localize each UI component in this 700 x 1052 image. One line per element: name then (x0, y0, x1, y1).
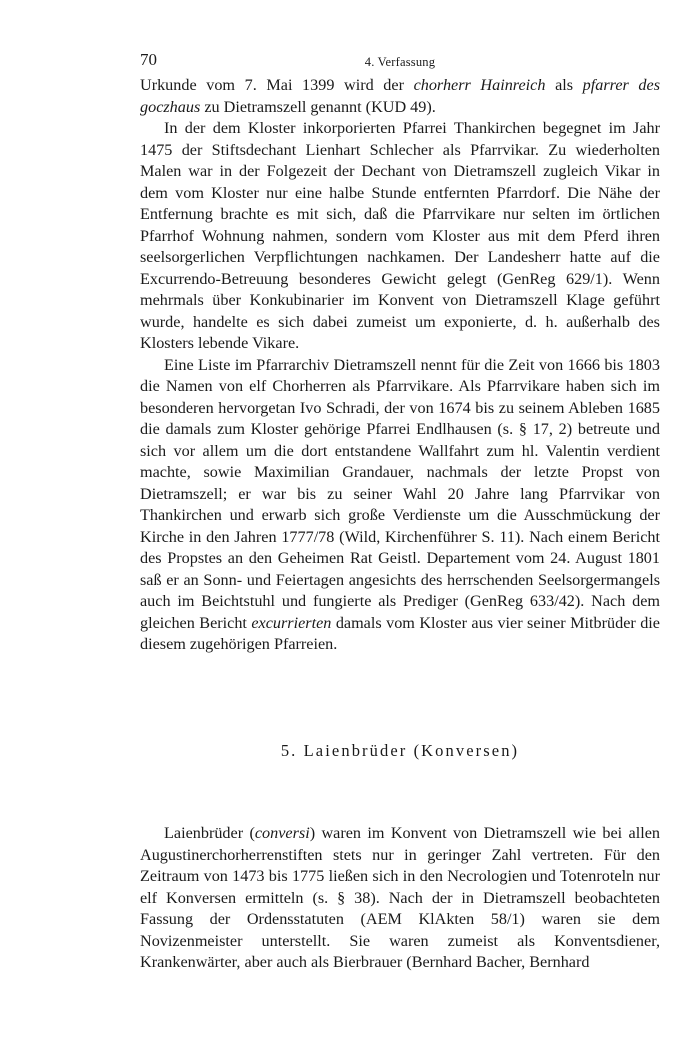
italic-term: conversi (254, 824, 310, 842)
section-heading: 5. Laienbrüder (Konversen) (280, 741, 520, 760)
paragraph-1: Urkunde vom 7. Mai 1399 wird der chorherr Hainreich als pfarrer des goczhaus zu Dietramszell genannt (KUD 49). (140, 76, 661, 116)
main-text (140, 75, 660, 656)
paragraph-3: Eine Liste im Pfarrarchiv Dietramszell nennt für die Zeit von 1666 bis 1803 die Namen von elf Chorherren als Pfarrvikare. Als Pfarrvikare haben sich im besonderen hervorgetan Ivo Schradi, der von 1674 bis zu seinem Ableben 1685 die damals zum Kloster gehörige Pfarrei Endlhausen (s. § 17, 2) betreute und sich vor allem um die dort entstandene Wallfahrt zum hl. Valentin verdient machte, sowie Maximilian Grandauer, nachmals der letzte Propst von Dietramszell; er war bis zu seiner Wahl 20 Jahre lang Pfarrvikar von Thankirchen und erwarb sich große Verdienste um die Ausschmückung der Kirche in den Jahren 1777/78 (Wild, Kirchenführer S. 11). Nach einem Bericht des Propstes an den Geheimen Rat Geistl. Departement vom 24. August 1801 saß er an Sonn- und Feiertagen angesichts des herrschenden Seelsorgermangels auch im Beichtstuhl und fungierte als Prediger (GenReg 633/42). Nach dem gleichen Bericht excurrierten damals vom Kloster aus vier seiner Mitbrüder die diesem zugehörigen Pfarreien. (140, 355, 660, 653)
italic-phrase: chorherr Hainreich (413, 76, 546, 94)
italic-phrase: pfarrer des goczhaus (140, 76, 661, 116)
section-text (140, 823, 660, 974)
italic-phrase: excurrierten (251, 613, 332, 632)
page-number: 70 (140, 50, 157, 69)
paragraph-2: In der dem Kloster inkorporierten Pfarrei Thankirchen begegnet im Jahr 1475 der Stiftsdechant Lienhart Schlecher als Pfarrvikar. Zu wiederholten Malen war in der Folgezeit der Dechant von Dietramszell zugleich Vikar in dem vom Kloster nur eine halbe Stunde entfernten Pfarrdorf. Die Nähe der Entfernung brachte es mit sich, daß die Pfarrvikare nur selten im örtlichen Pfarrhof Wohnung nahmen, sondern vom Kloster aus mit dem Pferd ihren seelsorgerlichen Verpflichtungen nachkamen. Der Landesherr hatte auf die Excurrendo-Betreuung besonderes Gewicht gelegt (GenReg 629/1). Wenn mehrmals über Konkubinarier im Konvent von Dietramszell Klage geführt wurde, handelte es sich dabei zumeist um exponierte, d. h. außerhalb des Klosters lebende Vikare. (140, 119, 660, 352)
running-head: 4. Verfassung (364, 55, 436, 69)
section-paragraph: Laienbrüder (conversi) waren im Konvent von Dietramszell wie bei allen Augustinerchorherrenstiften stets nur in geringer Zahl vertreten. Für den Zeitraum von 1473 bis 1775 ließen sich in den Necrologien und Totenroteln nur elf Konversen ermitteln (s. § 38). Nach der in Dietramszell beobachteten Fassung der Ordensstatuten (AEM KlAkten 58/1) waren sie dem Novizenmeister unterstellt. Sie waren zumeist als Konventsdiener, Krankenwärter, aber auch als Bierbrauer (Bernhard Bacher, Bernhard (140, 824, 660, 971)
